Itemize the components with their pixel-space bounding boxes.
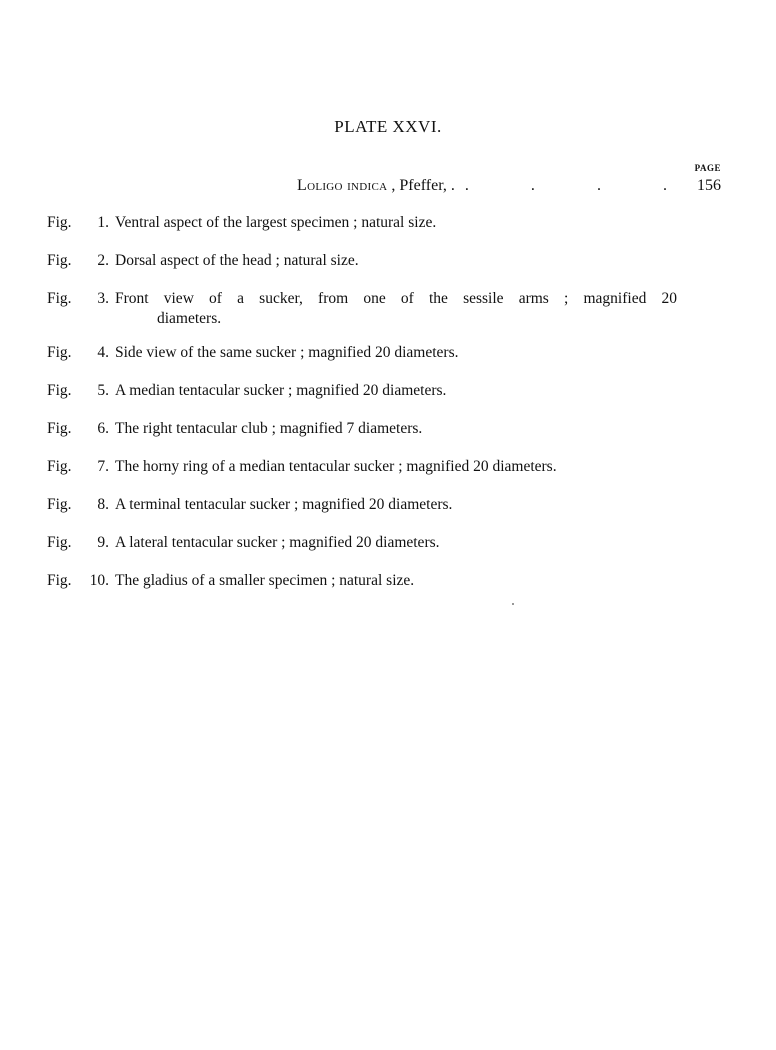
fig-label: Fig.	[47, 214, 72, 231]
fig-description: A terminal tentacular sucker ; magnified 20 diameters.	[115, 496, 453, 513]
fig-number: 3.	[97, 290, 109, 307]
leader-dot: .	[530, 177, 535, 194]
page-column-header: PAGE	[694, 163, 721, 173]
fig-description: The gladius of a smaller specimen ; natural size.	[115, 572, 415, 589]
species-page-number: 156	[697, 177, 721, 194]
species-author: , Pfeffer, .	[391, 177, 455, 194]
fig-number: 10.	[89, 572, 109, 589]
figure-caption-list	[47, 213, 677, 609]
fig-number: 6.	[97, 420, 109, 437]
figure-caption	[47, 289, 677, 329]
fig-number: 8.	[97, 496, 109, 513]
fig-label: Fig.	[47, 290, 72, 307]
leader-dot: .	[464, 177, 469, 194]
fig-number: 2.	[97, 252, 109, 269]
species-entry	[297, 177, 721, 195]
figure-caption	[47, 457, 677, 477]
figure-caption	[47, 381, 677, 401]
fig-description: Front view of a sucker, from one of the sessile arms ; magnified 20	[115, 290, 677, 307]
fig-description: A median tentacular sucker ; magnified 20 diameters.	[115, 382, 447, 399]
fig-label: Fig.	[47, 344, 72, 361]
fig-description: Side view of the same sucker ; magnified 20 diameters.	[115, 344, 459, 361]
fig-label: Fig.	[47, 534, 72, 551]
fig-label: Fig.	[47, 382, 72, 399]
fig-label: Fig.	[47, 458, 72, 475]
leader-dots	[455, 177, 689, 195]
fig-label: Fig.	[47, 572, 72, 589]
fig-label: Fig.	[47, 496, 72, 513]
fig-description: The right tentacular club ; magnified 7 diameters.	[115, 420, 423, 437]
fig-number: 1.	[97, 214, 109, 231]
fig-number: 7.	[97, 458, 109, 475]
figure-caption	[47, 251, 677, 271]
fig-number: 9.	[97, 534, 109, 551]
figure-caption	[47, 343, 677, 363]
figure-caption	[47, 533, 677, 553]
figure-caption	[47, 495, 677, 515]
fig-number: 4.	[97, 344, 109, 361]
fig-label: Fig.	[47, 252, 72, 269]
paper-speck	[512, 603, 514, 605]
figure-caption	[47, 419, 677, 439]
leader-dot: .	[596, 177, 601, 194]
fig-description-block	[115, 289, 677, 329]
fig-description: Ventral aspect of the largest specimen ; natural size.	[115, 214, 437, 231]
fig-number: 5.	[97, 382, 109, 399]
fig-description: The horny ring of a median tentacular sucker ; magnified 20 diameters.	[115, 458, 557, 475]
fig-label: Fig.	[47, 420, 72, 437]
fig-description-continued: diameters.	[157, 310, 222, 327]
figure-caption	[47, 571, 677, 591]
plate-title: PLATE XXVI.	[334, 117, 442, 136]
fig-description: A lateral tentacular sucker ; magnified 20 diameters.	[115, 534, 440, 551]
leader-dot: .	[662, 177, 667, 194]
species-name: Loligo indica	[297, 177, 388, 194]
figure-caption	[47, 213, 677, 233]
fig-description: Dorsal aspect of the head ; natural size.	[115, 252, 359, 269]
